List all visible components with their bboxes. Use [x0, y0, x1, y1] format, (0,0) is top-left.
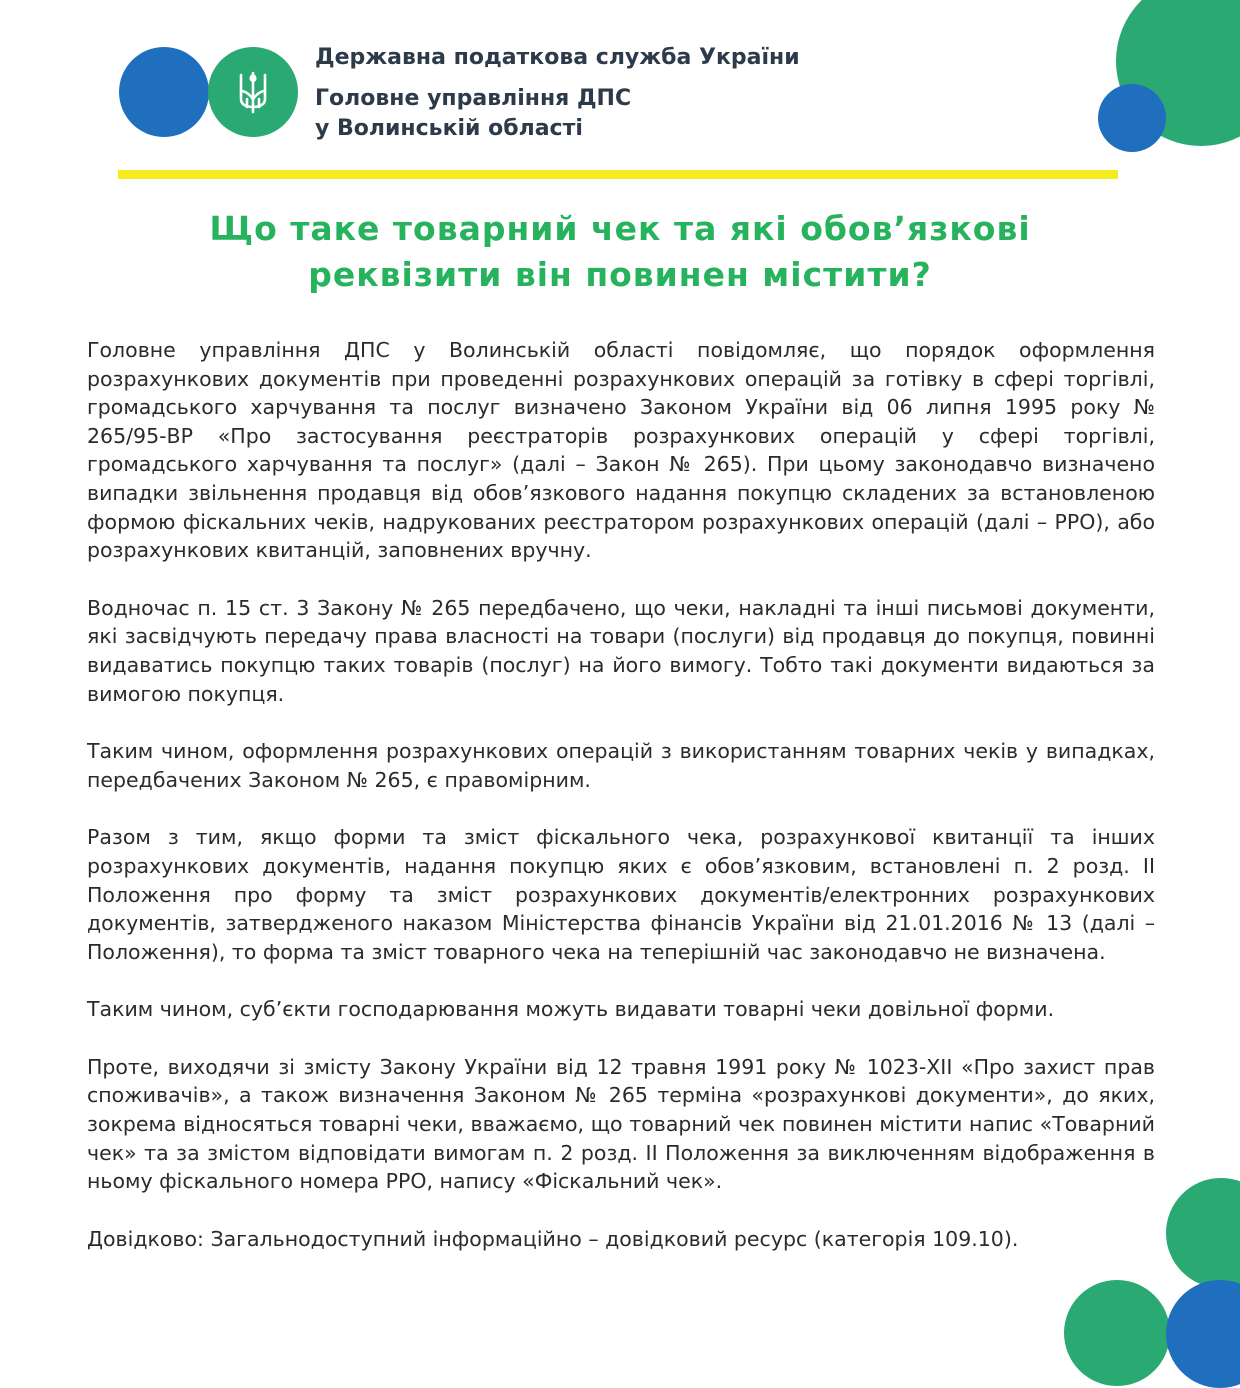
- paragraph-2: Водночас п. 15 ст. 3 Закону № 265 передбачено, що чеки, накладні та інші письмові документи, які засвідчують передачу права власності на товари (послуги) від продавця до покупця, повинні видаватись покупцю таких товарів (послуг) на його вимогу. Тобто такі документи видаються за вимогою покупця.: [87, 595, 1155, 706]
- paragraph-3: Таким чином, оформлення розрахункових операцій з використанням товарних чеків у випадках, передбачених Законом № 265, є правомірним.: [87, 739, 1155, 792]
- paragraph-1: Головне управління ДПС у Волинській області повідомляє, що порядок оформлення розрахункових документів при проведенні розрахункових операцій за готівку в сфері торгівлі, громадського харчування та послуг визначено Законом України від 06 липня 1995 року № 265/95-ВР «Про застосування реєстраторів розрахункових операцій у сфері торгівлі, громадського харчування та послуг» (далі – Закон № 265). При цьому законодавчо визначено випадки звільнення продавця від обов’язкового надання покупцю складених за встановленою формою фіскальних чеків, надрукованих реєстратором розрахункових операцій (далі – РРО), або розрахункових квитанцій, заповнених вручну.: [87, 338, 1155, 563]
- org-service-name: Державна податкова служба України: [315, 45, 800, 70]
- header-divider: [118, 170, 1118, 179]
- decorative-circle-blue: [1098, 84, 1166, 152]
- paragraph-5: Таким чином, суб’єкти господарювання можуть видавати товарні чеки довільної форми.: [87, 997, 1055, 1022]
- decorative-circle-green: [1166, 1178, 1240, 1288]
- page-title: [120, 206, 1120, 298]
- decorative-circle-green: [1064, 1280, 1170, 1386]
- org-department-name: Головне управління ДПС: [315, 86, 632, 111]
- logo-circle-blue: [119, 47, 209, 137]
- article-body: [87, 336, 1155, 1253]
- ukraine-trident-icon: [236, 69, 270, 115]
- org-region-name: у Волинській області: [315, 116, 583, 141]
- title-line-2: реквізити він повинен містити?: [308, 255, 932, 294]
- logo-circle-green: [208, 47, 298, 137]
- decorative-circle-blue: [1166, 1280, 1240, 1388]
- title-line-1: Що таке товарний чек та які обов’язкові: [209, 209, 1031, 248]
- paragraph-4: Разом з тим, якщо форми та зміст фіскального чека, розрахункової квитанції та інших розрахункових документів, надання покупцю яких є обов’язковим, встановлені п. 2 розд. ІІ Положення про форму та зміст розрахункових документів/електронних розрахункових документів, затвердженого наказом Міністерства фінансів України від 21.01.2016 № 13 (далі – Положення), то форма та зміст товарного чека на теперішній час законодавчо не визначена.: [87, 825, 1155, 964]
- paragraph-6: Проте, виходячи зі змісту Закону України від 12 травня 1991 року № 1023-ХІІ «Про захист прав споживачів», а також визначення Законом № 265 терміна «розрахункові документи», до яких, зокрема відносяться товарні чеки, вважаємо, що товарний чек повинен містити напис «Товарний чек» та за змістом відповідати вимогам п. 2 розд. ІІ Положення за виключенням відображення в ньому фіскального номера РРО, напису «Фіскальний чек».: [87, 1054, 1155, 1194]
- paragraph-reference: Довідково: Загальнодоступний інформаційно – довідковий ресурс (категорія 109.10).: [87, 1226, 1019, 1251]
- organization-name: [315, 42, 800, 144]
